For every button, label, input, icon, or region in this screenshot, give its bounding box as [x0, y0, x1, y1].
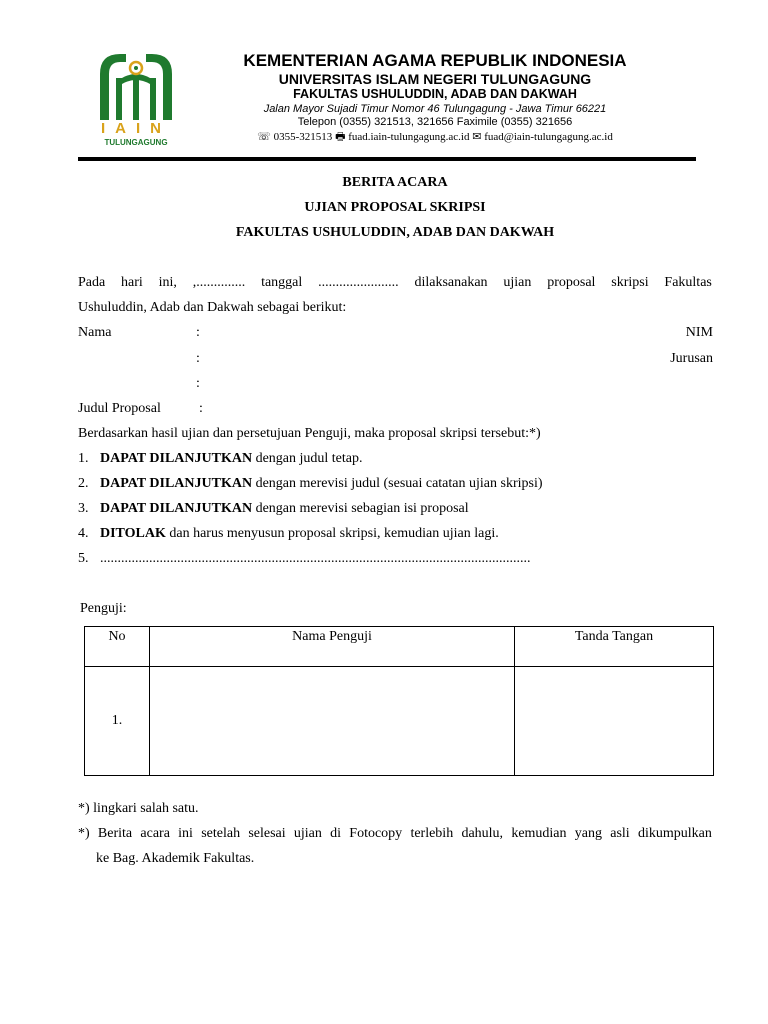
option-4 [78, 526, 499, 542]
option-text: dengan merevisi sebagian isi proposal [252, 501, 469, 516]
doc-faculty-title: FAKULTAS USHULUDDIN, ADAB DAN DAKWAH [235, 225, 555, 240]
decision-intro: Berdasarkan hasil ujian dan persetujuan Penguji, maka proposal skripsi tersebut:*) [78, 426, 541, 441]
note-word: setelah [201, 826, 241, 841]
judul-label: Judul Proposal [78, 401, 161, 416]
logo-text: IAIN [101, 120, 171, 137]
option-status: DAPAT DILANJUTKAN [100, 451, 253, 466]
note-word: selesai [248, 826, 286, 841]
option-number: 5. [78, 551, 89, 566]
contact-phone: 0355-321513 [273, 131, 333, 143]
option-status: DAPAT DILANJUTKAN [100, 501, 253, 516]
intro-word: skripsi [611, 275, 649, 290]
nim-label: NIM [685, 325, 713, 340]
note-word: ini [178, 826, 193, 841]
intro-word: hari [121, 275, 143, 290]
date-blank: ....................... [318, 275, 399, 290]
university-logo [96, 48, 176, 150]
option-5 [78, 551, 531, 567]
note-word: di [330, 826, 342, 841]
option-status: DAPAT DILANJUTKAN [100, 476, 253, 491]
option-number: 2. [78, 476, 89, 491]
day-blank: ,.............. [192, 275, 246, 290]
doc-subtitle: UJIAN PROPOSAL SKRIPSI [304, 200, 486, 215]
contact-web: fuad.iain-tulungagung.ac.id [348, 131, 470, 143]
nama-label: Nama [78, 325, 112, 340]
intro-word: dilaksanakan [414, 275, 488, 290]
table-header-row [85, 627, 714, 667]
col-signature-header: Tanda Tangan [515, 627, 714, 667]
note-word: dahulu, [461, 826, 504, 841]
signature-cell [515, 667, 714, 776]
contact-email: fuad@iain-tulungagung.ac.id [484, 131, 613, 143]
faculty-name: FAKULTAS USHULUDDIN, ADAB DAN DAKWAH [293, 87, 577, 101]
note-word: terlebih [410, 826, 454, 841]
note-word: Berita [97, 826, 133, 841]
intro-word: Pada [78, 275, 106, 290]
intro-line-2: Ushuluddin, Adab dan Dakwah sebagai berikut: [78, 300, 347, 315]
judul-colon: : [199, 401, 203, 416]
nim-colon: : [196, 351, 200, 366]
note-word: ujian [293, 826, 322, 841]
address-line: Jalan Mayor Sujadi Timur Nomor 46 Tulungagung - Jawa Timur 66221 [263, 103, 607, 115]
intro-word: Fakultas [664, 275, 712, 290]
note-word: *) [78, 826, 90, 841]
phone-line: Telepon (0355) 321513, 321656 Faximile (0355) 321656 [297, 116, 573, 128]
header-divider [78, 157, 696, 161]
col-name-header: Nama Penguji [150, 627, 515, 667]
note-1: *) lingkari salah satu. [78, 801, 199, 816]
examiner-name-cell [150, 667, 515, 776]
phone-icon: ☏ [257, 131, 271, 143]
option-text: dan harus menyusun proposal skripsi, kemudian ujian lagi. [165, 526, 499, 541]
penguji-label: Penguji: [80, 601, 127, 616]
note-2-line-2: ke Bag. Akademik Fakultas. [96, 851, 255, 866]
option-text: dengan merevisi judul (sesuai catatan ujian skripsi) [252, 476, 543, 491]
note-word: acara [140, 826, 170, 841]
intro-word: tanggal [261, 275, 303, 290]
jurusan-label: Jurusan [670, 351, 713, 366]
intro-word: proposal [547, 275, 596, 290]
note-word: kemudian [511, 826, 567, 841]
examiner-table [84, 626, 714, 776]
intro-line-1 [78, 275, 712, 291]
option-status: DITOLAK [100, 526, 166, 541]
nama-colon: : [196, 325, 200, 340]
intro-word: ujian [503, 275, 532, 290]
note-word: yang [574, 826, 602, 841]
option-number: 4. [78, 526, 89, 541]
option-text: dengan judul tetap. [252, 451, 363, 466]
ministry-name: KEMENTERIAN AGAMA REPUBLIK INDONESIA [243, 51, 627, 70]
note-2-line-1 [78, 826, 712, 842]
note-word: asli [610, 826, 630, 841]
option-blank: ........................................................................................................................... [100, 551, 531, 566]
jurusan-colon: : [196, 376, 200, 391]
contact-line [200, 128, 670, 147]
web-icon: 🖶 [335, 131, 346, 143]
col-no-header: No [85, 627, 150, 667]
note-word: dikumpulkan [637, 826, 712, 841]
note-word: Fotocopy [349, 826, 403, 841]
logo-subtext: TULUNGAGUNG [104, 138, 168, 147]
option-3 [78, 501, 469, 517]
option-1 [78, 451, 363, 467]
table-row [85, 667, 714, 776]
university-name: UNIVERSITAS ISLAM NEGERI TULUNGAGUNG [278, 71, 592, 87]
email-icon: ✉ [472, 131, 482, 143]
row-number: 1. [85, 667, 150, 776]
doc-title: BERITA ACARA [342, 175, 448, 190]
option-number: 3. [78, 501, 89, 516]
intro-word: ini, [158, 275, 177, 290]
option-2 [78, 476, 543, 492]
option-number: 1. [78, 451, 89, 466]
